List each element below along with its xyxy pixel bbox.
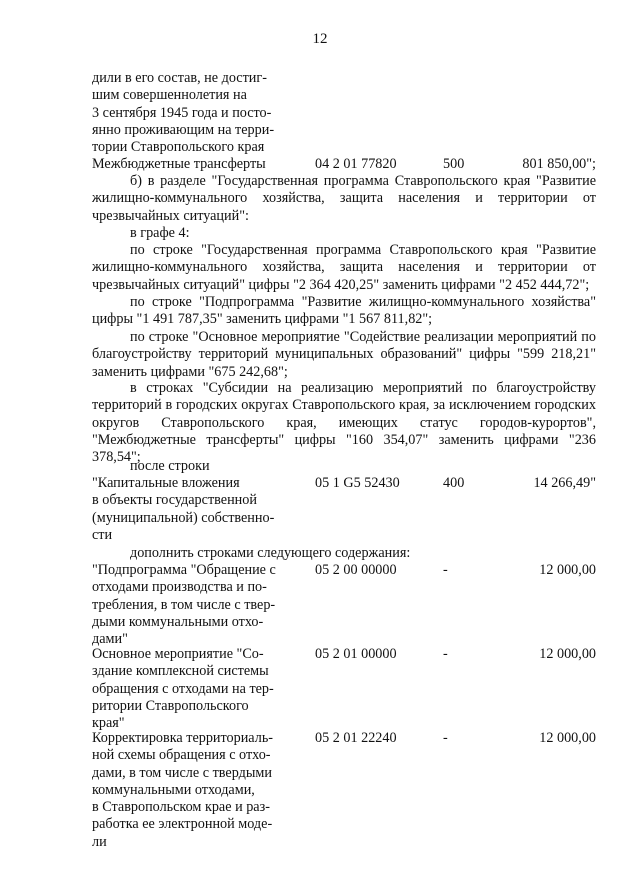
row-kind: - xyxy=(443,562,448,578)
row-name: "Капитальные вложения в объекты государственной (муниципальной) собственно- сти xyxy=(92,475,275,543)
row-amount: 12 000,00 xyxy=(539,730,596,746)
row-code: 05 2 01 22240 xyxy=(315,730,397,746)
graph-4-label: в графе 4: xyxy=(130,225,190,241)
row-name: дили в его состав, не достиг- шим совершеннолетия на 3 сентября 1945 года и посто- янно проживающим на терри- тории Ставропольского края xyxy=(92,70,275,156)
row-name: Основное мероприятие "Со- здание комплексной системы обращения с отходами на тер- ритории Ставропольского края" xyxy=(92,646,274,732)
paragraph-program: по строке "Государственная программа Ставропольского края "Развитие жилищно-коммунального хозяйства, защита населения и территории от чрезвычайных ситуаций" цифры "2 364 420,25" заменить цифрами "2 452 444,72"; xyxy=(92,242,596,293)
paragraph-b: б) в разделе "Государственная программа Ставропольского края "Развитие жилищно-коммунального хозяйства, защита населения и территории от чрезвычайных ситуаций": xyxy=(92,173,596,224)
row-code: 05 2 00 00000 xyxy=(315,562,397,578)
page-number: 12 xyxy=(312,31,328,47)
row-name: "Подпрограмма "Обращение с отходами производства и по- требления, в том числе с твер- дыми коммунальными отхо- дами" xyxy=(92,562,276,648)
paragraph-subprogram: по строке "Подпрограмма "Развитие жилищно-коммунального хозяйства" цифры "1 491 787,35" заменить цифрами "1 567 811,82"; xyxy=(92,294,596,328)
row-kind: 500 xyxy=(443,156,465,172)
row-amount: 12 000,00 xyxy=(539,646,596,662)
row-kind: - xyxy=(443,730,448,746)
row-name: Корректировка территориаль- ной схемы обращения с отхо- дами, в том числе с твердыми коммунальными отходами, в Ставропольском крае и раз- работка ее электронной моде- ли xyxy=(92,730,274,850)
row-kind: - xyxy=(443,646,448,662)
row-name: Межбюджетные трансферты xyxy=(92,156,266,172)
row-code: 04 2 01 77820 xyxy=(315,156,397,172)
row-amount: 14 266,49" xyxy=(533,475,596,491)
paragraph-main-activity: по строке "Основное мероприятие "Содействие реализации мероприятий по благоустройству территорий муниципальных образований" цифры "599 218,21" заменить цифрами "675 242,68"; xyxy=(92,329,596,380)
row-code: 05 2 01 00000 xyxy=(315,646,397,662)
row-amount: 801 850,00"; xyxy=(522,156,596,172)
row-code: 05 1 G5 52430 xyxy=(315,475,400,491)
row-kind: 400 xyxy=(443,475,465,491)
add-rows-label: дополнить строками следующего содержания: xyxy=(130,545,411,561)
paragraph-subsidies: в строках "Субсидии на реализацию мероприятий по благоустройству территорий в городских округах Ставропольского края, за исключением городских округов Ставропольского края, имеющих статус городов-курортов", "Межбюджетные трансферты" цифры "160 354,07" заменить цифрами "236 378,54"; xyxy=(92,380,596,466)
row-amount: 12 000,00 xyxy=(539,562,596,578)
after-row-label: после строки xyxy=(130,458,210,474)
